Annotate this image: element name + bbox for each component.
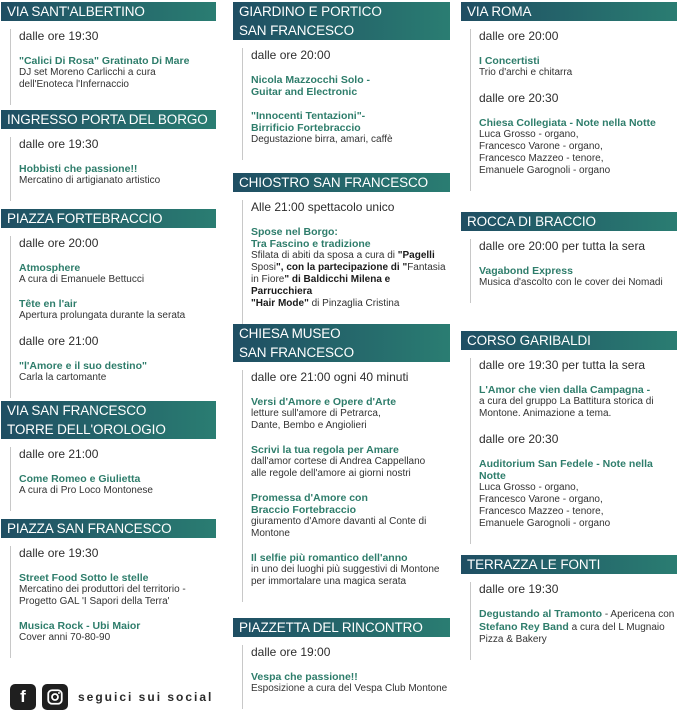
event-time: dalle ore 21:00 (19, 334, 99, 348)
section-header (233, 2, 450, 40)
section-piazza-san-francesco (7, 519, 216, 658)
section-body (242, 645, 450, 709)
event-description: Mercatino dei produttori del territorio - (19, 584, 186, 595)
event-title: Promessa d'Amore con Braccio Fortebraccio (251, 492, 368, 516)
section-header-line: PIAZZETTA DEL RINCONTRO (239, 620, 423, 635)
section-header (233, 173, 450, 192)
event-description: Emanuele Garognoli - organo (479, 165, 611, 176)
event-time: dalle ore 20:00 per tutta la sera (479, 239, 646, 253)
event-description: DJ set Moreno Carlicchi a cura (19, 67, 156, 78)
event-description: Francesco Mazzeo - tenore, (479, 153, 604, 164)
event-description: Trio d'archi e chitarra (479, 67, 573, 78)
section-via-sant-albertino (7, 2, 216, 105)
event-item (479, 384, 677, 420)
event-item (251, 396, 450, 432)
event-time: dalle ore 20:30 (479, 432, 559, 446)
event-description: Esposizione a cura del Vespa Club Montone (251, 683, 448, 694)
event-title: Chiesa Collegiata - Note nella Notte (479, 117, 656, 129)
section-header-line: SAN FRANCESCO (239, 23, 354, 38)
event-title: I Concertisti (479, 55, 540, 67)
event-description: Degustazione birra, amari, caffè (251, 134, 393, 145)
section-header (1, 401, 216, 439)
event-description: "Hair Mode" di Pinzaglia Cristina (251, 298, 400, 309)
event-item (251, 74, 450, 98)
section-chiesa-museo (239, 324, 450, 602)
event-title-line (479, 621, 677, 634)
social-footer (10, 684, 213, 710)
event-title: Vagabond Express (479, 265, 573, 277)
event-description: Mercatino di artigianato artistico (19, 175, 161, 186)
section-giardino-e-portico (239, 2, 450, 160)
event-description: Musica d'ascolto con le cover dei Nomadi (479, 277, 663, 288)
event-item (251, 492, 450, 540)
event-title: Hobbisti che passione!! (19, 163, 138, 175)
event-time: dalle ore 19:30 (19, 546, 99, 560)
event-description: Luca Grosso - organo, (479, 482, 579, 493)
section-body (10, 546, 216, 658)
section-body (10, 29, 216, 105)
section-header (461, 331, 677, 350)
section-body (470, 582, 677, 660)
section-header-line: TERRAZZA LE FONTI (467, 557, 601, 572)
event-description: alle regole dell'amore ai giorni nostri (251, 468, 411, 479)
event-description: Sposi", con la partecipazione di "Fantasia (251, 262, 446, 273)
event-title: Musica Rock - Ubi Maior (19, 620, 141, 632)
event-item (19, 55, 216, 91)
event-time: dalle ore 19:30 (19, 137, 99, 151)
section-header (1, 2, 216, 21)
section-via-san-francesco (7, 401, 216, 511)
section-header (1, 209, 216, 228)
event-description: Carla la cartomante (19, 372, 107, 383)
section-body (470, 239, 677, 303)
event-title: "Innocenti Tentazioni"- Birrificio Fortebraccio (251, 110, 366, 134)
event-description: dall'amor cortese di Andrea Cappellano (251, 456, 426, 467)
event-description: giuramento d'Amore davanti al Conte di (251, 516, 427, 527)
event-description: A cura di Pro Loco Montonese (19, 485, 153, 496)
section-header (1, 519, 216, 538)
event-description: per immortalare una magica serata (251, 576, 407, 587)
event-description: a cura del gruppo La Battitura storica di (479, 396, 654, 407)
event-title-line (479, 608, 677, 621)
event-time: dalle ore 20:00 (19, 236, 99, 250)
event-title: Vespa che passione!! (251, 671, 358, 683)
event-description: Montone. Animazione a tema. (479, 408, 612, 419)
event-time: dalle ore 20:00 (251, 48, 331, 62)
event-description: letture sull'amore di Petrarca, (251, 408, 381, 419)
event-title: Nicola Mazzocchi Solo - Guitar and Electronic (251, 74, 371, 98)
event-title: Spose nel Borgo: Tra Fascino e tradizione (251, 226, 371, 250)
footer-text: seguici sui social (78, 690, 214, 704)
event-time: dalle ore 19:30 (479, 582, 559, 596)
event-item (19, 620, 216, 644)
event-time: dalle ore 21:00 ogni 40 minuti (251, 370, 409, 384)
event-title: "l'Amore e il suo destino" (19, 360, 147, 372)
event-item (19, 473, 216, 497)
facebook-icon[interactable]: f (10, 684, 36, 710)
event-item (479, 458, 677, 530)
event-description: dell'Enoteca l'Infernaccio (19, 79, 129, 90)
section-header-line: GIARDINO E PORTICO (239, 4, 382, 19)
event-title: Come Romeo e Giulietta (19, 473, 141, 485)
section-body (10, 137, 216, 201)
section-header-line: TORRE DELL'OROLOGIO (7, 422, 166, 437)
section-body (10, 236, 216, 398)
event-item (19, 360, 216, 384)
section-header (233, 324, 450, 362)
event-time: dalle ore 19:00 (251, 645, 331, 659)
event-description: Pizza & Bakery (479, 634, 547, 645)
event-item (251, 444, 450, 480)
event-item (19, 262, 216, 286)
event-title: L'Amor che vien dalla Campagna - (479, 384, 651, 396)
event-title: Versi d'Amore e Opere d'Arte (251, 396, 397, 408)
section-terrazza-le-fonti (467, 555, 677, 660)
event-description: Cover anni 70-80-90 (19, 632, 111, 643)
section-header-line: ROCCA DI BRACCIO (467, 214, 596, 229)
event-description: Dante, Bembo e Angiolieri (251, 420, 367, 431)
event-description: Luca Grosso - organo, (479, 129, 579, 140)
event-title: Stefano Rey Band (479, 621, 569, 633)
event-item (479, 265, 677, 289)
event-item (479, 55, 677, 79)
event-item (19, 163, 216, 187)
event-description: Montone (251, 528, 290, 539)
section-header-line: VIA ROMA (467, 4, 532, 19)
event-title: Degustando al Tramonto (479, 608, 603, 620)
event-item (479, 117, 677, 177)
event-time: Alle 21:00 spettacolo unico (251, 200, 395, 214)
event-description: in uno dei luoghi più suggestivi di Montone (251, 564, 440, 575)
section-header-line: SAN FRANCESCO (239, 345, 354, 360)
section-header-line: PIAZZA FORTEBRACCIO (7, 211, 163, 226)
event-description: A cura di Emanuele Bettucci (19, 274, 145, 285)
event-description: Progetto GAL 'I Sapori della Terra' (19, 596, 170, 607)
event-title: Tête en l'air (19, 298, 77, 310)
section-header-line: PIAZZA SAN FRANCESCO (7, 521, 172, 536)
section-body (242, 200, 450, 324)
event-title: "Calici Di Rosa" Gratinato Di Mare (19, 55, 190, 67)
section-header (233, 618, 450, 637)
event-item (251, 110, 450, 146)
event-time: dalle ore 20:30 (479, 91, 559, 105)
instagram-icon[interactable] (42, 684, 68, 710)
event-description: Francesco Varone - organo, (479, 494, 603, 505)
event-description: Sfilata di abiti da sposa a cura di "Pagelli (251, 250, 435, 261)
event-time: dalle ore 21:00 (19, 447, 99, 461)
section-header (461, 555, 677, 574)
event-title: Auditorium San Fedele - Note nella Notte (479, 458, 653, 482)
event-item (251, 226, 450, 310)
event-item (251, 552, 450, 588)
section-body (470, 29, 677, 191)
event-time: dalle ore 19:30 per tutta la sera (479, 358, 646, 372)
section-header (461, 212, 677, 231)
event-title: Scrivi la tua regola per Amare (251, 444, 399, 456)
event-title: Il selfie più romantico dell'anno (251, 552, 408, 564)
section-via-roma (467, 2, 677, 191)
section-header-line: CHIOSTRO SAN FRANCESCO (239, 175, 429, 190)
event-description: Francesco Varone - organo, (479, 141, 603, 152)
section-ingresso-porta-del-borgo (7, 110, 216, 201)
section-header-line: CHIESA MUSEO (239, 326, 341, 341)
section-header-line: VIA SANT'ALBERTINO (7, 4, 145, 19)
event-item (479, 608, 677, 646)
event-item (251, 671, 450, 695)
event-description: Emanuele Garognoli - organo (479, 518, 611, 529)
section-body (242, 48, 450, 160)
section-rocca-di-braccio (467, 212, 677, 303)
event-item (19, 298, 216, 322)
event-title: Atmosphere (19, 262, 81, 274)
event-description: Francesco Mazzeo - tenore, (479, 506, 604, 517)
section-body (242, 370, 450, 602)
event-time: dalle ore 20:00 (479, 29, 559, 43)
section-header (461, 2, 677, 21)
section-header-line: VIA SAN FRANCESCO (7, 403, 147, 418)
section-piazzetta-del-rincontro (239, 618, 450, 709)
event-item (19, 572, 216, 608)
event-inline-text: a cura del L Mugnaio (568, 622, 665, 633)
event-inline-text: - Apericena con (602, 609, 675, 620)
event-description: in Fiore" di Baldicchi Milena e Parrucchiera (251, 274, 391, 297)
section-piazza-fortebraccio (7, 209, 216, 398)
section-corso-garibaldi (467, 331, 677, 544)
event-title: Street Food Sotto le stelle (19, 572, 149, 584)
section-header-line: CORSO GARIBALDI (467, 333, 591, 348)
section-header-line: INGRESSO PORTA DEL BORGO (7, 112, 208, 127)
section-chiostro-san-francesco (239, 173, 450, 324)
event-title-suffix: - (643, 384, 651, 396)
event-description: Apertura prolungata durante la serata (19, 310, 186, 321)
section-body (470, 358, 677, 544)
event-time: dalle ore 19:30 (19, 29, 99, 43)
section-body (10, 447, 216, 511)
section-header (1, 110, 216, 129)
